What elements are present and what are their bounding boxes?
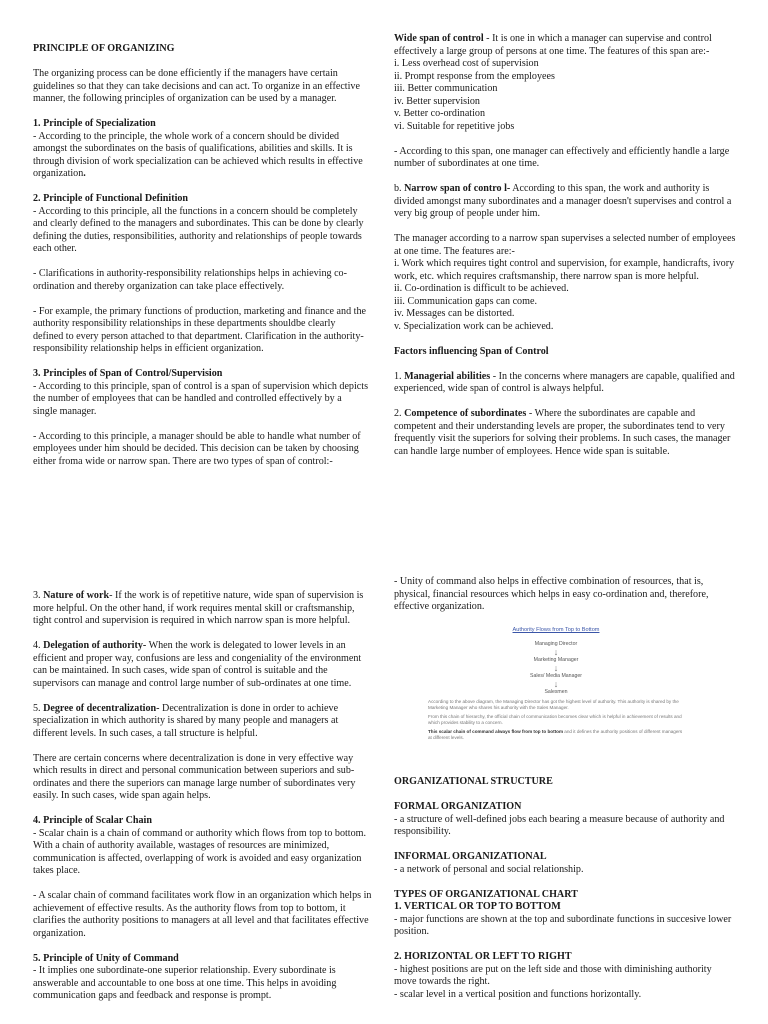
figure-caption: From this chain of hierarchy, the official chain of communication becomes clear which is helpful in achievement of results and which provides stability to a concern.: [428, 714, 682, 725]
formal-org-paragraph: - a structure of well-defined jobs each bearing a measure because of authority and responsibility.: [394, 813, 725, 837]
wide-span-features: [394, 58, 736, 133]
org-structure-heading: ORGANIZATIONAL STRUCTURE: [394, 776, 553, 787]
informal-org-heading: INFORMAL ORGANIZATIONAL: [394, 851, 547, 862]
arrow-down-icon: ↓: [553, 647, 559, 657]
org-chart-types-heading: TYPES OF ORGANIZATIONAL CHART: [394, 888, 578, 900]
wide-span-summary: - According to this span, one manager can effectively and efficiently handle a large number of subordinates at one time.: [394, 145, 730, 169]
narrow-span-paragraph: b. Narrow span of contro l- According to this span, the work and authority is divided amongst many subordinates and a manager doesn't supervises and control a very big group of people under him.: [394, 183, 732, 219]
factor-nature-of-work: 3. Nature of work- If the work is of repetitive nature, wide span of supervision is more helpful. On the other hand, if work requires mental skill or craftsmanship, tight control and supervision is required in which narrow span is more helpful.: [33, 590, 364, 626]
scalar-chain-paragraph-2: - A scalar chain of command facilitates work flow in an organization which helps in achievement of effective results. As the authority flows from top to bottom, it clarifies the authority positions to managers at all level and that facilitates effective organization.: [33, 890, 372, 939]
horizontal-chart-heading: 2. HORIZONTAL OR LEFT TO RIGHT: [394, 951, 572, 962]
formal-org-heading: FORMAL ORGANIZATION: [394, 801, 522, 812]
node-salesmen: Salesmen: [544, 689, 568, 695]
factor-competence-of-subordinates: 2. Competence of subordinates - Where the subordinates are capable and competent and their understanding levels are proper, the subordinates tend to very frequently visit the superiors for solving their problems. In such cases, the manager can handle large number of employees. Hence wide span is suitable.: [394, 408, 731, 457]
vertical-chart-paragraph: - major functions are shown at the top and subordinate functions in succesive lower position.: [394, 913, 732, 937]
span-choice-paragraph: - According to this principle, a manager should be able to handle what number of employees under him should be decided. This decision can be taken by choosing either froma wide or narrow span. There are two types of span of control:-: [33, 430, 361, 467]
factor-delegation-of-authority: 4. Delegation of authority- When the work is delegated to lower levels in an efficient and proper way, confusions are less and congeniality of the environment can be maintained. In such cases, wide span of control is suitable and the supervisors can manage and control large number of sub-ordinates at one time.: [33, 640, 362, 689]
factors-heading: Factors influencing Span of Control: [394, 345, 549, 357]
node-sales-media-manager: Sales/ Media Manager: [530, 673, 582, 679]
scalar-chain-paragraph: - Scalar chain is a chain of command or authority which flows from top to bottom. With a chain of authority available, wastages of resources are minimized, communication is affected, overlapping of work is avoided and easy organization takes place.: [33, 827, 367, 876]
unity-of-command-paragraph: - It implies one subordinate-one superior relationship. Every subordinate is answerable and accountable to one boss at one time. This helps in avoiding communication gaps and feedback and response is prompt.: [33, 965, 337, 1001]
scalar-chain-heading: 4. Principle of Scalar Chain: [33, 815, 152, 826]
list-item: i. Less overhead cost of supervision: [394, 58, 539, 69]
decentralization-paragraph: There are certain concerns where decentralization is done in very effective way which results in direct and personal communication between superiors and sub- ordinates and there the superiors can manage large number of subordinates very easily. In such cases, wide span again helps.: [33, 752, 356, 801]
top-left-column: [33, 43, 368, 481]
clarification-paragraph: - Clarifications in authority-responsibility relationships helps in achieving co-ordination and thereby organization can take place effectively.: [33, 268, 347, 292]
list-item: i. Work which requires tight control and supervision, for example, handicrafts, ivory work, etc. which requires craftsmanship, there narrow span is more helpful.: [394, 258, 735, 282]
functional-definition-paragraph: - According to this principle, all the functions in a concern should be completely and clearly defined to the managers and subordinates. This can be done by clearly defining the duties, responsibilities, authority and relationships of people towards each other.: [33, 205, 364, 254]
bottom-right-column: [394, 576, 736, 1001]
narrow-span-features: [394, 258, 736, 333]
horizontal-chart-paragraph: - highest positions are put on the left side and those with diminishing authority move towards the right.: [394, 963, 712, 987]
example-paragraph: - For example, the primary functions of production, marketing and finance and the authority responsibility relationships in these departments shouldbe clearly defined to every person attached to that department. Clarification in the authority-responsibility relationship helps in efficient organization.: [33, 305, 366, 354]
list-item: ii. Co-ordination is difficult to be achieved.: [394, 283, 569, 294]
node-managing-director: Managing Director: [534, 641, 578, 647]
factor-degree-of-decentralization: 5. Degree of decentralization- Decentralization is done in order to achieve specialization in which authority is shared by many people and managers at different levels. In such cases, a tall structure is helpful.: [33, 702, 339, 739]
list-item: iv. Better supervision: [394, 95, 480, 107]
figure-caption: This scalar chain of command always flow from top to bottom and it defines the authority positions of different managers at different levels.: [428, 729, 683, 740]
vertical-chart-heading: 1. VERTICAL OR TOP TO BOTTOM: [394, 901, 561, 912]
arrow-down-icon: ↓: [553, 679, 559, 689]
list-item: v. Specialization work can be achieved.: [394, 320, 554, 332]
unity-of-command-continued: - Unity of command also helps in effective combination of resources, that is, physical, financial resources which helps in easy co-ordination and, therefore, effective organization.: [394, 576, 709, 612]
top-right-column: [394, 33, 736, 471]
list-item: iv. Messages can be distorted.: [394, 308, 515, 319]
figure-caption: According to the above diagram, the Managing Director has got the highest level of authority. This authority is shared by the Marketing Manager who shares his authority with the Sales Manager.: [428, 699, 679, 710]
intro-paragraph: The organizing process can be done efficiently if the managers have certain guidelines so that they can take decisions and can act. To organize in an effective manner, the following principles of organization can be used by a manager.: [33, 68, 360, 104]
node-marketing-manager: Marketing Manager: [533, 657, 579, 663]
functional-definition-heading: 2. Principle of Functional Definition: [33, 193, 189, 204]
specialization-heading: 1. Principle of Specialization: [33, 118, 156, 129]
section-title: PRINCIPLE OF ORGANIZING: [33, 43, 175, 54]
list-item: iii. Better communication: [394, 83, 498, 94]
narrow-span-intro: The manager according to a narrow span supervises a selected number of employees at one time. The features are:-: [394, 233, 736, 257]
authority-flow-figure: [398, 626, 714, 766]
figure-title: Authority Flows from Top to Bottom: [512, 627, 600, 633]
span-of-control-heading: 3. Principles of Span of Control/Supervision: [33, 368, 223, 379]
informal-org-paragraph: - a network of personal and social relationship.: [394, 863, 584, 875]
span-of-control-paragraph: - According to this principle, span of control is a span of supervision which depicts the number of employees that can be handled and controlled effectively by a single manager.: [33, 380, 368, 417]
arrow-down-icon: ↓: [553, 663, 559, 673]
wide-span-paragraph: Wide span of control - It is one in which a manager can supervise and control effectively a large group of persons at one time. The features of this span are:-: [394, 33, 712, 57]
bottom-left-column: [33, 590, 373, 1015]
list-item: v. Better co-ordination: [394, 108, 486, 119]
unity-of-command-heading: 5. Principle of Unity of Command: [33, 952, 179, 964]
horizontal-chart-paragraph-2: - scalar level in a vertical position and functions horizontally.: [394, 988, 642, 1000]
list-item: iii. Communication gaps can come.: [394, 295, 537, 307]
list-item: ii. Prompt response from the employees: [394, 70, 555, 82]
factor-managerial-abilities: 1. Managerial abilities - In the concerns where managers are capable, qualified and experienced, wide span of control is always helpful.: [394, 370, 735, 394]
list-item: vi. Suitable for repetitive jobs: [394, 120, 515, 132]
specialization-paragraph: - According to the principle, the whole work of a concern should be divided amongst the subordinates on the basis of qualifications, abilities and skills. It is through division of work specialization can be achieved which results in effective organization.: [33, 130, 363, 179]
